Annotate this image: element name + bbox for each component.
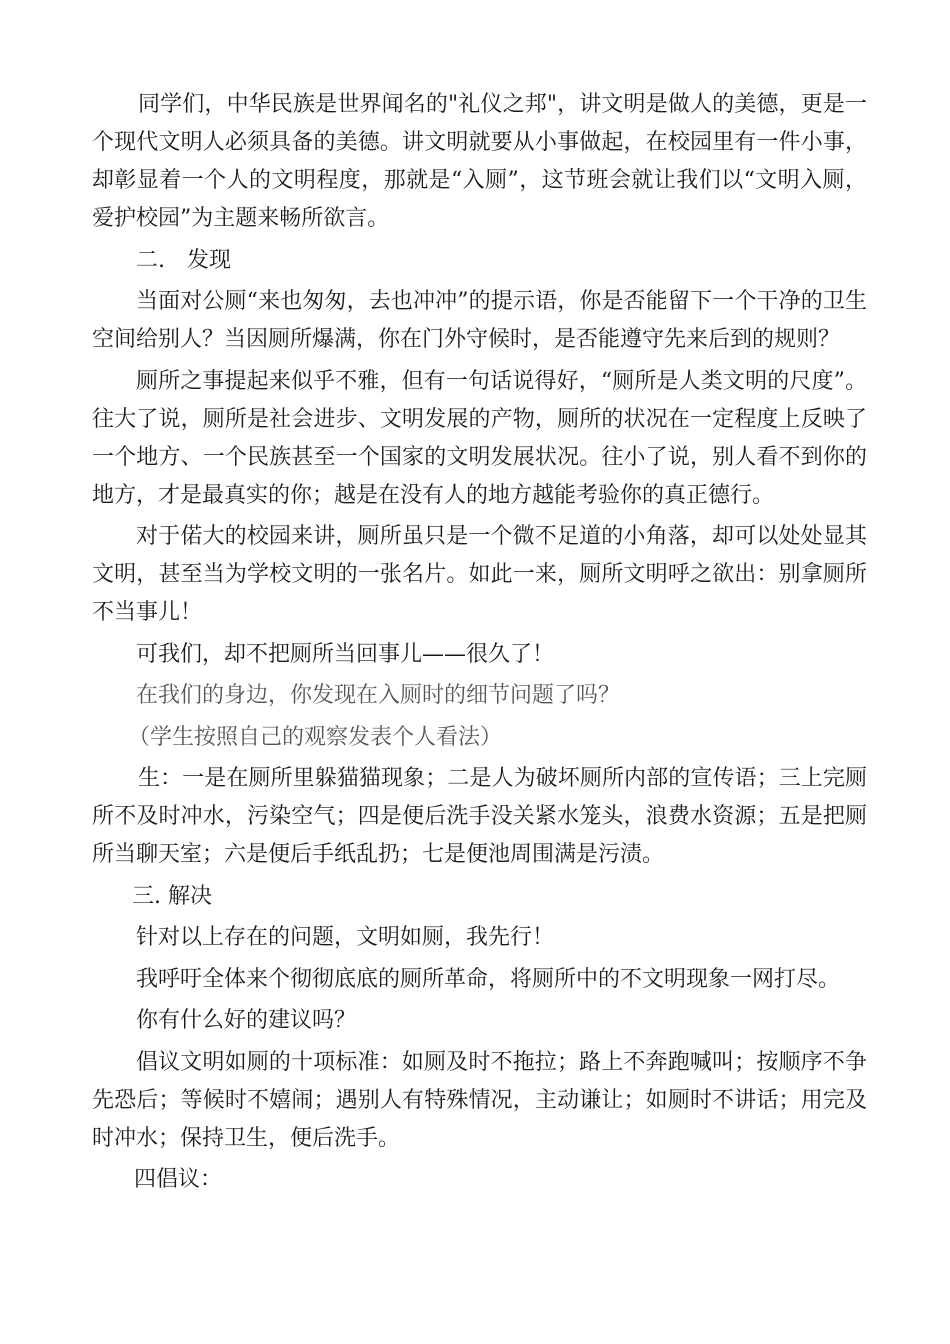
- paragraph-civilized: 针对以上存在的问题，文明如厕，我先行！: [136, 925, 555, 950]
- paragraph-long-time: 可我们，却不把厕所当回事儿——很久了！: [136, 641, 555, 667]
- paragraph-public-toilet: 当面对公厕“来也匆匆，去也冲冲”的提示语，你是否能留下一个干净的卫生空间给别人？当因厕所爆满，你在门外守候时，是否能遵守先来后到的规则？: [92, 289, 867, 352]
- paragraph-intro: 同学们，中华民族是世界闻名的"礼仪之邦"，讲文明是做人的美德，更是一个现代文明人必须具备的美德。讲文明就要从小事做起，在校园里有一件小事，却彰显着一个人的文明程度，那就是“入厕”，这节班会就让我们以“文明入厕，爱护校园”为主题来畅所欲言。: [92, 92, 867, 231]
- section-heading-proposal: 四倡议：: [134, 1167, 223, 1192]
- paragraph-question: 在我们的身边，你发现在入厕时的细节问题了吗？: [136, 683, 621, 708]
- section-heading-discover: 二. 发现: [136, 247, 231, 273]
- paragraph-toilet-measure: 厕所之事提起来似乎不雅，但有一句话说得好，“厕所是人类文明的尺度”。往大了说，厕所是社会进步、文明发展的产物，厕所的状况在一定程度上反映了一个地方、一个民族甚至一个国家的文明发展状况。往小了说，别人看不到你的地方，才是最真实的你；越是在没有人的地方越能考验你的真正德行。: [92, 368, 867, 508]
- paragraph-suggestion: 你有什么好的建议吗？: [136, 1008, 357, 1033]
- document-page: [92, 86, 867, 1203]
- paragraph-revolution: 我呼吁全体来个彻彻底底的厕所革命，将厕所中的不文明现象一网打尽。: [136, 966, 841, 992]
- paragraph-campus: 对于偌大的校园来讲，厕所虽只是一个微不足道的小角落，却可以处处显其文明，甚至当为学校文明的一张名片。如此一来，厕所文明呼之欲出：别拿厕所不当事儿！: [92, 524, 867, 625]
- section-heading-solve: 三. 解决: [132, 883, 212, 909]
- paragraph-student-note: （学生按照自己的观察发表个人看法）: [128, 724, 503, 750]
- paragraph-student-answer: 生：一是在厕所里躲猫猫现象；二是人为破坏厕所内部的宣传语；三上完厕所不及时冲水，污染空气；四是便后洗手没关紧水笼头，浪费水资源；五是把厕所当聊天室；六是便后手纸乱扔；七是便池周围满是污渍。: [92, 766, 867, 867]
- paragraph-ten-standards: 倡议文明如厕的十项标准：如厕及时不拖拉；路上不奔跑喊叫；按顺序不争先恐后；等候时不嬉闹；遇别人有特殊情况，主动谦让；如厕时不讲话；用完及时冲水；保持卫生，便后洗手。: [92, 1049, 867, 1151]
